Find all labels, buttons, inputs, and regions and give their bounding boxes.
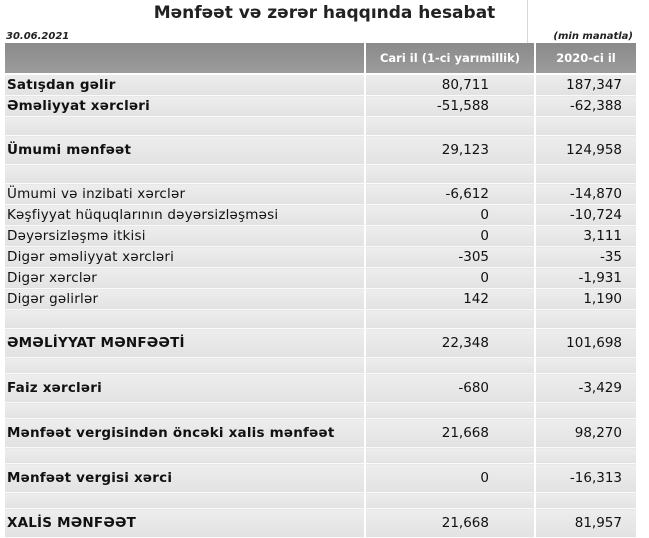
row-label: Ümumi və inzibati xərclər xyxy=(5,184,365,205)
row-current: 0 xyxy=(365,226,535,247)
row-prior: 187,347 xyxy=(535,74,636,96)
currency-unit: (min manatla) xyxy=(553,31,633,42)
row-prior: -10,724 xyxy=(535,205,636,226)
table-row xyxy=(5,136,636,165)
spacer-row xyxy=(5,310,636,329)
row-current: -6,612 xyxy=(365,184,535,205)
spacer-row xyxy=(5,448,636,464)
table-row xyxy=(5,184,636,205)
table-row xyxy=(5,509,636,538)
row-label: Faiz xərcləri xyxy=(5,374,365,403)
row-prior: 101,698 xyxy=(535,329,636,358)
row-prior: 1,190 xyxy=(535,289,636,310)
row-prior: -1,931 xyxy=(535,268,636,289)
row-label: Ümumi mənfəət xyxy=(5,136,365,165)
row-current: 0 xyxy=(365,464,535,493)
row-label: Digər xərclər xyxy=(5,268,365,289)
row-prior: -3,429 xyxy=(535,374,636,403)
row-current: 22,348 xyxy=(365,329,535,358)
table-row xyxy=(5,289,636,310)
row-prior: -62,388 xyxy=(535,96,636,117)
row-current: 80,711 xyxy=(365,74,535,96)
spacer-row xyxy=(5,165,636,184)
row-current: 0 xyxy=(365,268,535,289)
row-prior: 81,957 xyxy=(535,509,636,538)
table-row xyxy=(5,247,636,268)
header-label-cell xyxy=(5,43,365,74)
spacer-row xyxy=(5,358,636,374)
report-date: 30.06.2021 xyxy=(6,31,70,42)
table-row xyxy=(5,329,636,358)
row-prior: 98,270 xyxy=(535,419,636,448)
row-label: Satışdan gəlir xyxy=(5,74,365,96)
row-label: ƏMƏLİYYAT MƏNFƏƏTİ xyxy=(5,329,365,358)
row-current: -680 xyxy=(365,374,535,403)
row-label: Mənfəət vergisindən öncəki xalis mənfəət xyxy=(5,419,365,448)
row-current: -51,588 xyxy=(365,96,535,117)
spacer-row xyxy=(5,493,636,509)
table-row xyxy=(5,74,636,96)
table-row xyxy=(5,419,636,448)
row-current: 0 xyxy=(365,205,535,226)
row-current: 21,668 xyxy=(365,419,535,448)
row-current: 142 xyxy=(365,289,535,310)
row-prior: -35 xyxy=(535,247,636,268)
row-label: Mənfəət vergisi xərci xyxy=(5,464,365,493)
spacer-row xyxy=(5,403,636,419)
row-current: 29,123 xyxy=(365,136,535,165)
row-prior: -16,313 xyxy=(535,464,636,493)
table-row xyxy=(5,226,636,247)
row-label: XALİS MƏNFƏƏT xyxy=(5,509,365,538)
table-row xyxy=(5,374,636,403)
row-current: -305 xyxy=(365,247,535,268)
report-title: Mənfəət və zərər haqqında hesabat xyxy=(153,3,496,23)
header-prior-year: 2020-ci il xyxy=(535,43,636,74)
header-current-period: Cari il (1-ci yarımillik) xyxy=(365,43,535,74)
row-current: 21,668 xyxy=(365,509,535,538)
row-label: Əməliyyat xərcləri xyxy=(5,96,365,117)
income-statement-table xyxy=(5,43,636,538)
row-label: Digər gəlirlər xyxy=(5,289,365,310)
spacer-row xyxy=(5,117,636,136)
row-label: Dəyərsizləşmə itkisi xyxy=(5,226,365,247)
table-row xyxy=(5,205,636,226)
table-row xyxy=(5,268,636,289)
table-row xyxy=(5,96,636,117)
row-label: Kəşfiyyat hüquqlarının dəyərsizləşməsi xyxy=(5,205,365,226)
table-row xyxy=(5,464,636,493)
table-header xyxy=(5,43,636,74)
row-label: Digər əməliyyat xərcləri xyxy=(5,247,365,268)
row-prior: 124,958 xyxy=(535,136,636,165)
row-prior: 3,111 xyxy=(535,226,636,247)
row-prior: -14,870 xyxy=(535,184,636,205)
